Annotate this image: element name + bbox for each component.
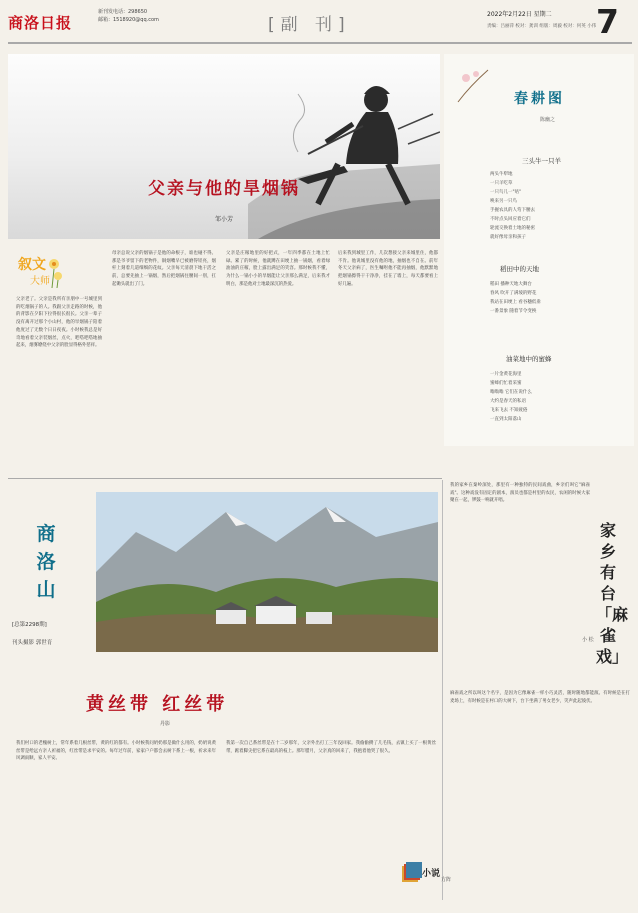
poem-line: 两头牛犁地 bbox=[490, 172, 513, 177]
newspaper-logo: 商洛日报 bbox=[8, 14, 73, 32]
section-label: [副 刊] bbox=[268, 15, 351, 35]
right-feature-column: 我的家乡在秦岭深处，那里有一种独特的民间戏曲，乡亲们叫它"麻雀戏"。这种戏没有固定的剧本，演员也都是村里的农民，农闲的时候大家聚在一起，锣鼓一响就开唱。 bbox=[450, 483, 590, 504]
second-article-column: 我们村口的老槐树上，常年系着几根丝带，黄的红的都有。小时候我问奶奶那是做什么用的，奶奶说黄丝带是给远方亲人祈福的，红丝带是求平安的。每年过年前，家家户户都会去树下系上一根，祈求来年风调雨顺，家人平安。 bbox=[16, 741, 216, 762]
second-article-author: 丹影 bbox=[160, 721, 171, 727]
right-feature-author: 小 松 bbox=[582, 637, 594, 643]
email-line: 邮箱：1518920@qq.com bbox=[98, 17, 159, 23]
poem-line: 一只鸟儿一"咕" bbox=[490, 190, 522, 195]
poem-line: 蜜蜂们忙着采蜜 bbox=[490, 381, 522, 386]
phone-line: 新刊发电话：298650 bbox=[98, 9, 148, 15]
poem-line: 春风 吹开了满坡的野花 bbox=[490, 291, 537, 296]
column-tag: 叙文 bbox=[18, 257, 46, 273]
lead-article-column: 母亲总说父亲的烟锅子是他的命根子，谁也碰不得。那是爷爷留下的老物件，铜烟嘴早已被磨得锃亮，烟杆上刻着几道细细的花纹。父亲每天清晨下地干活之前，总要先抽上一锅烟，然后把烟锅往腰间一别，扛起锄头就出了门。 bbox=[112, 251, 216, 287]
photo-feature-title: 商洛山 bbox=[36, 523, 56, 601]
lead-article-byline: 邹小芳 bbox=[214, 216, 233, 223]
poem-line: 唤来另一只鸟 bbox=[490, 199, 517, 204]
poem-column bbox=[444, 54, 634, 446]
column-divider bbox=[442, 480, 443, 900]
right-feature-title: 家乡有台「麻雀戏」 bbox=[596, 521, 629, 666]
fiction-badge: 小说 bbox=[422, 869, 441, 879]
staff-line: 责编：吕丽萍 校对：龚训 组版：周毅 校对：何英 小伟 bbox=[487, 24, 597, 29]
mountain-photo bbox=[96, 492, 438, 652]
fiction-badge-sub: 方阵 bbox=[441, 877, 452, 883]
poem-line: 一直到太阳落山 bbox=[490, 417, 522, 422]
poem-title: 稻田中的天地 bbox=[500, 265, 539, 273]
page-number: 7 bbox=[596, 2, 619, 41]
poem-line: 不时点头回应着它们 bbox=[490, 217, 531, 222]
poem-line: 手握农具的人弯下腰去 bbox=[490, 208, 535, 213]
poem-line: 大约是春天的私语 bbox=[490, 399, 526, 404]
photo-credit: 刊头摄影 郭世育 bbox=[12, 640, 53, 646]
smoker-silhouette-icon bbox=[248, 54, 440, 239]
poem-line: 飞来飞去 不知疲倦 bbox=[490, 408, 528, 413]
poem-line: 一片金黄花海里 bbox=[490, 372, 522, 377]
column-tag-sub: 大师 bbox=[30, 276, 50, 287]
poem-line: 一只羊吃草 bbox=[490, 181, 513, 186]
lead-article-column: 父亲老了。父亲是我所有亲朋中一号城里到的吃烟锅子的人。我跟父亲走路的时候，他的背影在夕阳下拉得很长很长。父亲一辈子没有离开过那个小山村，他的旱烟锅子陪着他度过了无数个日日夜夜。小时候我总是好奇地看着父亲装烟丝，点火，吧嗒吧嗒地抽起来，烟雾缭绕中父亲的脸显得格外慈祥。 bbox=[16, 297, 102, 349]
poem-line: 嗡嗡嗡 它们在说什么 bbox=[490, 390, 532, 395]
masthead bbox=[0, 0, 638, 44]
blossom-icon bbox=[454, 66, 494, 106]
second-article-column: 我第一次自己系丝带是在十二岁那年，父亲外出打工三年没回家。我偷偷攒了几毛钱，去镇上买了一根黄丝带，踮着脚尖把它系在最高的枝上。那年腊月，父亲真的回来了，我抱着他哭了很久。 bbox=[226, 741, 436, 754]
poem-line: 我站在田埂上 看谷穗低垂 bbox=[490, 300, 541, 305]
poem-line: 轮流交换着土地的秘密 bbox=[490, 226, 535, 231]
date-line: 2022年2月22日 星期二 bbox=[487, 11, 552, 18]
lead-article-photo bbox=[8, 54, 440, 239]
masthead-rule bbox=[8, 42, 632, 44]
second-article-title: 黄丝带 红丝带 bbox=[86, 694, 229, 715]
poem-line: 就好像母亲和孩子 bbox=[490, 235, 526, 240]
right-feature-column: 麻雀戏之所以叫这个名字，是因为它像麻雀一样小巧灵活，随时随地都能演。有时候是在打麦场上，有时候是在村口的大树下，台下坐满了男女老少，笑声此起彼伏。 bbox=[450, 691, 630, 704]
lead-article-column: 父亲是庄稼地里的好把式，一年四季都在土地上忙碌。累了的时候，他就蹲在田埂上抽一锅烟，看着绿油油的庄稼，脸上露出满足的笑容。那时候我不懂，为什么一锅小小的旱烟能让父亲那么满足，后来我才明白，那是他对土地最深沉的热爱。 bbox=[226, 251, 330, 287]
poem-title: 三头牛一只羊 bbox=[522, 157, 561, 165]
poem-section-title: 春耕图 bbox=[514, 91, 565, 107]
poem-line: 稻田 播种天地大舞台 bbox=[490, 282, 532, 287]
poem-title: 油菜地中的蜜蜂 bbox=[506, 355, 552, 363]
poem-author: 陈幽之 bbox=[540, 117, 556, 123]
contact-info bbox=[98, 8, 159, 24]
lead-article-title: 父亲与他的旱烟锅 bbox=[148, 179, 300, 199]
poem-line: 一番景象 随着节令变换 bbox=[490, 309, 537, 314]
section-divider bbox=[8, 478, 442, 479]
mountain-landscape-icon bbox=[96, 492, 438, 652]
issue-number: [总第2298期] bbox=[12, 622, 47, 628]
lead-article-column: 后来我到城里工作，几次想接父亲来城里住，他都不肯。他说城里没有他的地，抽烟也不自在。前年冬天父亲病了，医生嘱咐他不能再抽烟，他默默地把烟锅擦得干干净净，挂在了墙上，每天都要看上好几遍。 bbox=[338, 251, 438, 287]
